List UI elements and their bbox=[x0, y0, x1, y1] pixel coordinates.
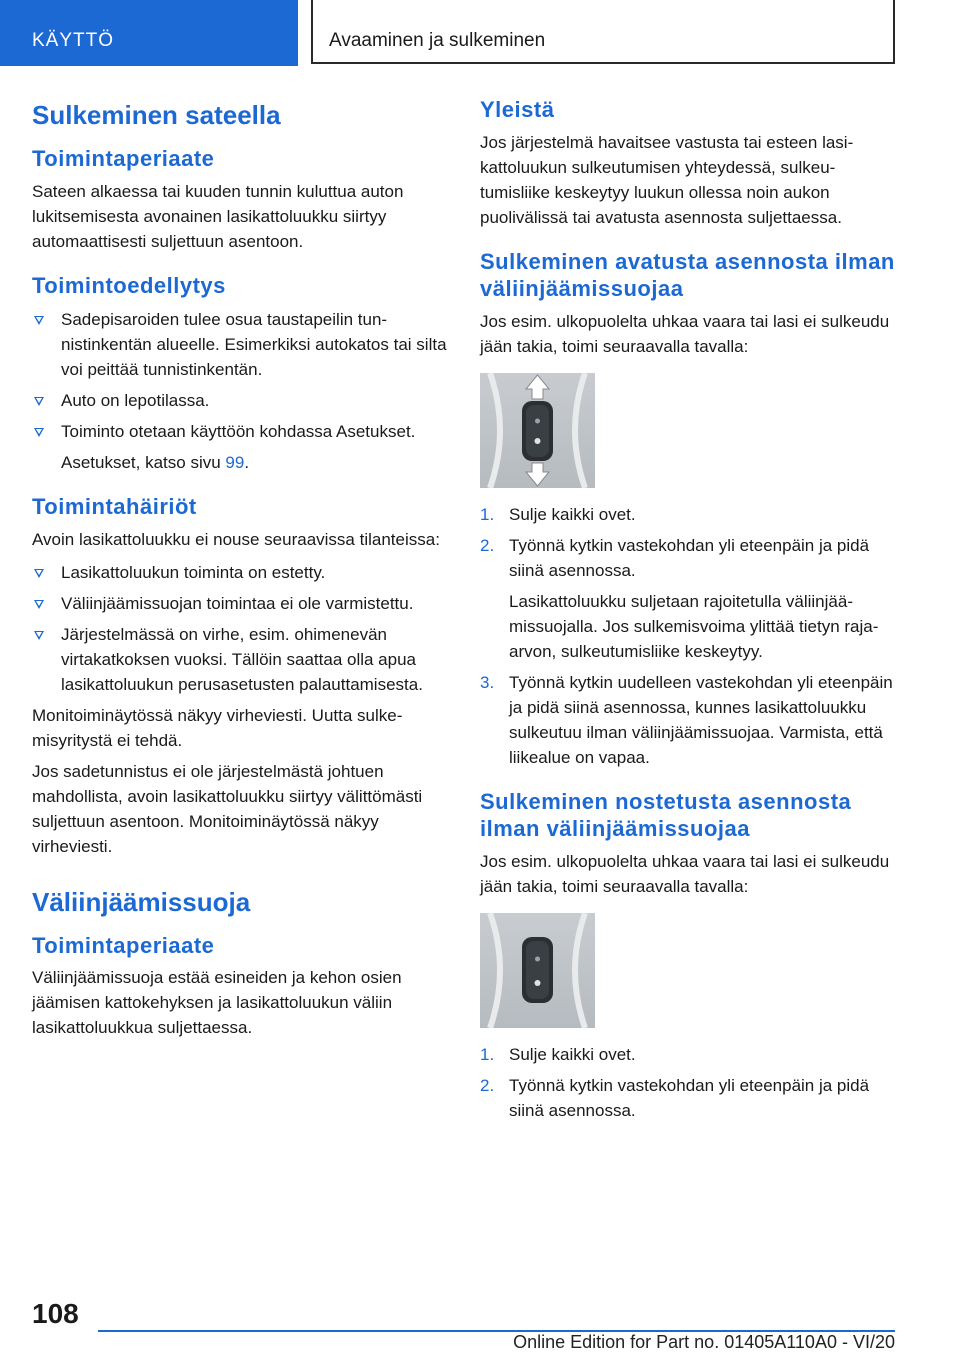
bullet-triangle-icon bbox=[34, 569, 44, 578]
rain-closing-title: Sulkeminen sateella bbox=[32, 100, 281, 130]
edition-note: Online Edition for Part no. 01405A110A0 - VI/20 bbox=[513, 1332, 895, 1352]
rain-conditions-heading: Toimintoedellytys bbox=[32, 272, 226, 298]
list-item: 1. Sulje kaikki ovet. bbox=[480, 1044, 636, 1064]
open-closing-steps bbox=[480, 502, 898, 770]
bullet-triangle-icon bbox=[34, 600, 44, 609]
bullet-triangle-icon bbox=[34, 397, 44, 406]
roof-switch-illustration bbox=[480, 373, 595, 488]
list-item: Lasikattoluukun toiminta on estetty. bbox=[32, 560, 450, 585]
list-item: Sadepisaroiden tulee osua taustapeilin tunnistinkentän alueelle. Esimerkiksi autokatos tai silta voi peittää tunnistinkentän. bbox=[32, 307, 450, 382]
malfunction-rain-text: Jos sadetunnistus ei ole järjestelmästä johtuen mahdollista, avoin lasikattoluukku siirtyy välittömästi suljettuun asentoon. Monitoiminäytössä näkyy virheviesti. bbox=[32, 761, 423, 856]
settings-reference: Asetukset, katso sivu 99. bbox=[61, 453, 250, 473]
settings-page-link[interactable]: 99 bbox=[225, 453, 245, 473]
pinch-protection-title: Väliinjäämissuoja bbox=[32, 886, 251, 917]
list-item: 1. Sulje kaikki ovet. bbox=[480, 504, 636, 524]
list-item: Väliinjäämissuojan toimintaa ei ole varmistettu. bbox=[32, 591, 450, 616]
list-item: Toiminto otetaan käyttöön kohdassa Asetukset. Asetukset, katso sivu 99. bbox=[32, 419, 450, 475]
pinch-principle-heading: Toimintaperiaate bbox=[32, 932, 215, 958]
page-header bbox=[0, 0, 960, 66]
open-closing-intro: Jos esim. ulkopuolelta uhkaa vaara tai lasi ei sulkeudu jään takia, toimi seuraavalla tavalla: bbox=[480, 311, 890, 356]
open-closing-heading: Sulkeminen avatusta asennosta ilman väliinjäämissuojaa bbox=[480, 248, 895, 301]
bullet-triangle-icon bbox=[34, 316, 44, 325]
chapter-title: Avaaminen ja sulkeminen bbox=[311, 0, 895, 64]
roof-switch-illustration-2 bbox=[480, 913, 595, 1028]
pinch-principle-text: Väliinjäämissuoja estää esineiden ja kehon osien jäämisen kattokehyksen ja lasikattoluukun väliin lasikattoluukkua suljettaessa. bbox=[32, 968, 402, 1038]
bullet-triangle-icon bbox=[34, 631, 44, 640]
malfunction-message-text: Monitoiminäytössä näkyy virheviesti. Uutta sulkemisyritystä ei tehdä. bbox=[32, 705, 403, 750]
general-heading: Yleistä bbox=[480, 97, 555, 122]
page-number: 108 bbox=[32, 1298, 79, 1329]
malfunction-heading: Toimintahäiriöt bbox=[32, 494, 197, 520]
rain-conditions-list bbox=[32, 307, 450, 475]
bullet-triangle-icon bbox=[34, 428, 44, 437]
right-column bbox=[480, 96, 898, 1129]
left-column bbox=[32, 96, 450, 1046]
raised-closing-intro: Jos esim. ulkopuolelta uhkaa vaara tai lasi ei sulkeudu jään takia, toimi seuraavalla tavalla: bbox=[480, 851, 890, 896]
malfunction-intro: Avoin lasikattoluukku ei nouse seuraavissa tilanteissa: bbox=[32, 529, 440, 549]
rain-principle-heading: Toimintaperiaate bbox=[32, 146, 215, 172]
raised-closing-heading: Sulkeminen nostetusta asennosta ilman väliinjäämissuojaa bbox=[480, 788, 852, 841]
list-item: 2. Työnnä kytkin vastekohdan yli eteenpäin ja pidä siinä asennossa. Lasikattoluukku suljetaan rajoitetulla väliinjäämissuojalla. Jos sulkemisvoima ylittää tietyn raja-arvon, sulkeutumisliike keskeytyy. bbox=[480, 535, 879, 661]
general-text: Jos järjestelmä havaitsee vastusta tai esteen lasikattoluukun sulkeutumisen yhteydessä, sulkeutumisliike keskeytyy luukun ollessa noin aukon puolivälissä tai avatusta asennosta suljettaessa. bbox=[480, 132, 854, 227]
malfunction-list bbox=[32, 560, 450, 697]
list-item: 3. Työnnä kytkin uudelleen vastekohdan yli eteenpäin ja pidä siinä asennossa, kunnes lasikattoluukku sulkeutuu ilman väliinjäämissuojaa. Varmista, että liikealue on vapaa. bbox=[480, 672, 893, 767]
section-tab: KÄYTTÖ bbox=[0, 0, 298, 66]
rain-principle-text: Sateen alkaessa tai kuuden tunnin kuluttua auton lukitsemisesta avonainen lasikattoluukku siirtyy automaattisesti suljettuun asentoon. bbox=[32, 181, 404, 251]
list-item: Auto on lepotilassa. bbox=[32, 388, 450, 413]
list-item: Järjestelmässä on virhe, esim. ohimenevän virtakatkoksen vuoksi. Tällöin saattaa olla apua lasikattoluukun perusasetusten palauttamisesta. bbox=[32, 622, 450, 697]
raised-closing-steps bbox=[480, 1042, 898, 1123]
list-item: 2. Työnnä kytkin vastekohdan yli eteenpäin ja pidä siinä asennossa. bbox=[480, 1075, 870, 1120]
